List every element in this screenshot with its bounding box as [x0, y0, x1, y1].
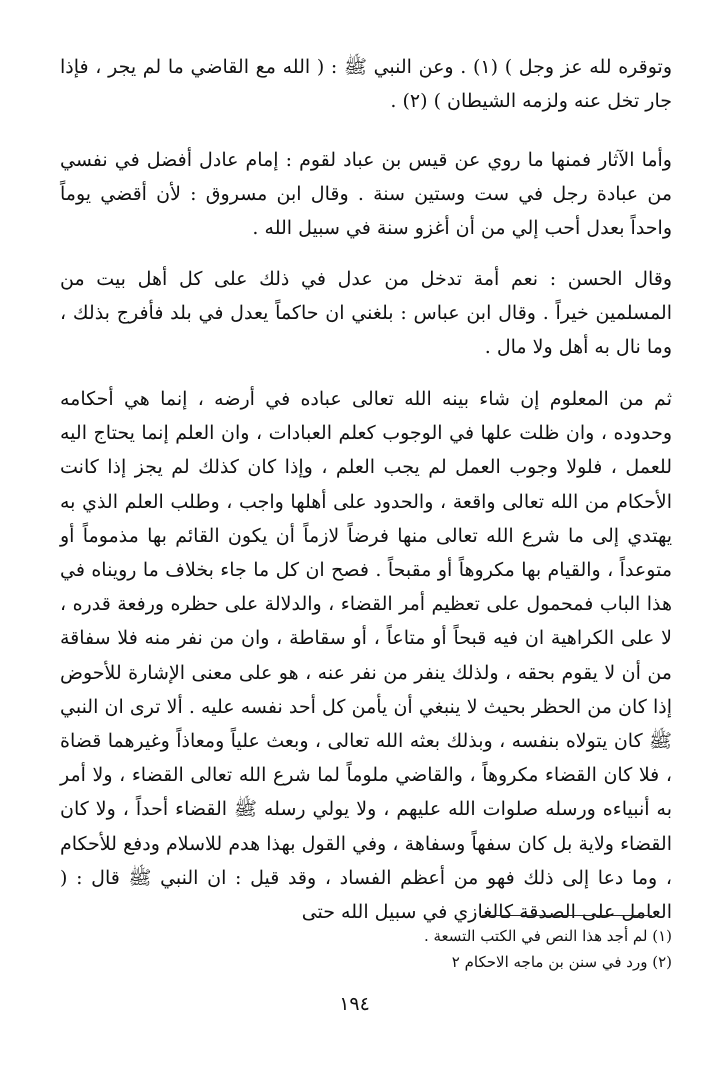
paragraph-2: وأما الآثار فمنها ما روي عن قيس بن عباد لقوم : إمام عادل أفضل في نفسي من عبادة رجل في ست وستين سنة . وقال ابن مسروق : لأن أقضي يوماً واحداً بعدل أحب إلي من أن أغزو سنة في سبيل الله . — [60, 149, 672, 240]
page-number: ١٩٤ — [339, 993, 370, 1015]
paragraph-4: ثم من المعلوم إن شاء بينه الله تعالى عباده في أرضه ، إنما هي أحكامه وحدوده ، وان ظلت علها في الوجوب كعلم العبادات ، وان العلم إنما يحتاج اليه للعمل ، فلولا وجوب العمل لم يجب العلم ، وإذا كان كذلك لم يجز إذا كانت الأحكام من الله تعالى واقعة ، والحدود على أهلها واجب ، وطلب العلم الذي به يهتدي إلى ما شرع الله تعالى منها فرضاً لازماً أن يكون القائم بها مذموماً أو متوعداً ، والقيام بها مكروهاً أو مقبحاً . فصح ان كل ما جاء بخلاف ما رويناه في هذا الباب فمحمول على تعظيم أمر القضاء ، والدلالة على حظره ورفعة قدره ، لا على الكراهية ان فيه قبحاً أو متاعاً ، أو سقاطة ، وان من نفر منه فلا سفاقة من أن لا يقوم بحقه ، ولذلك ينفر من نفر عنه ، هو على معنى الإشارة للأحوض إذا كان من الحظر بحيث لا ينبغي أن يأمن كل أحد نفسه عليه . ألا ترى ان النبي ﷺ كان يتولاه بنفسه ، وبذلك بعثه الله تعالى ، وبعث علياً ومعاذاً وغيرهما قضاة ، فلا كان القضاء مكروهاً ، والقاضي ملوماً لما شرع الله تعالى القضاء ، ولا أمر به أنبياءه ورسله صلوات الله عليهم ، ولا يولي رسله ﷺ القضاء أحداً ، ولا كان القضاء ولاية بل كان سفهاً وسفاهة ، وفي القول بهذا هدم للاسلام ودفع للأحكام ، وما دعا إلى ذلك فهو من أعظم الفساد ، وقد قيل : ان النبي ﷺ قال : ( العامل على الصدقة كالغازي في سبيل الله حتى — [60, 388, 672, 924]
footnote-1: (١) لم أجد هذا النص في الكتب التسعة . — [423, 927, 672, 945]
paragraph-3: وقال الحسن : نعم أمة تدخل من عدل في ذلك على كل أهل بيت من المسلمين خيراً . وقال ابن عباس : بلغني ان حاكماً يعدل في بلد فأفرج بذلك ، وما نال به أهل ولا مال . — [60, 268, 672, 359]
footnote-separator — [482, 915, 652, 916]
footnote-2: (٢) ورد في سنن بن ماجه الاحكام ٢ — [451, 953, 672, 971]
paragraph-1: وتوقره لله عز وجل ) (١) . وعن النبي ﷺ : ( الله مع القاضي ما لم يجر ، فإذا جار تخل عنه ولزمه الشيطان ) (٢) . — [60, 56, 672, 113]
